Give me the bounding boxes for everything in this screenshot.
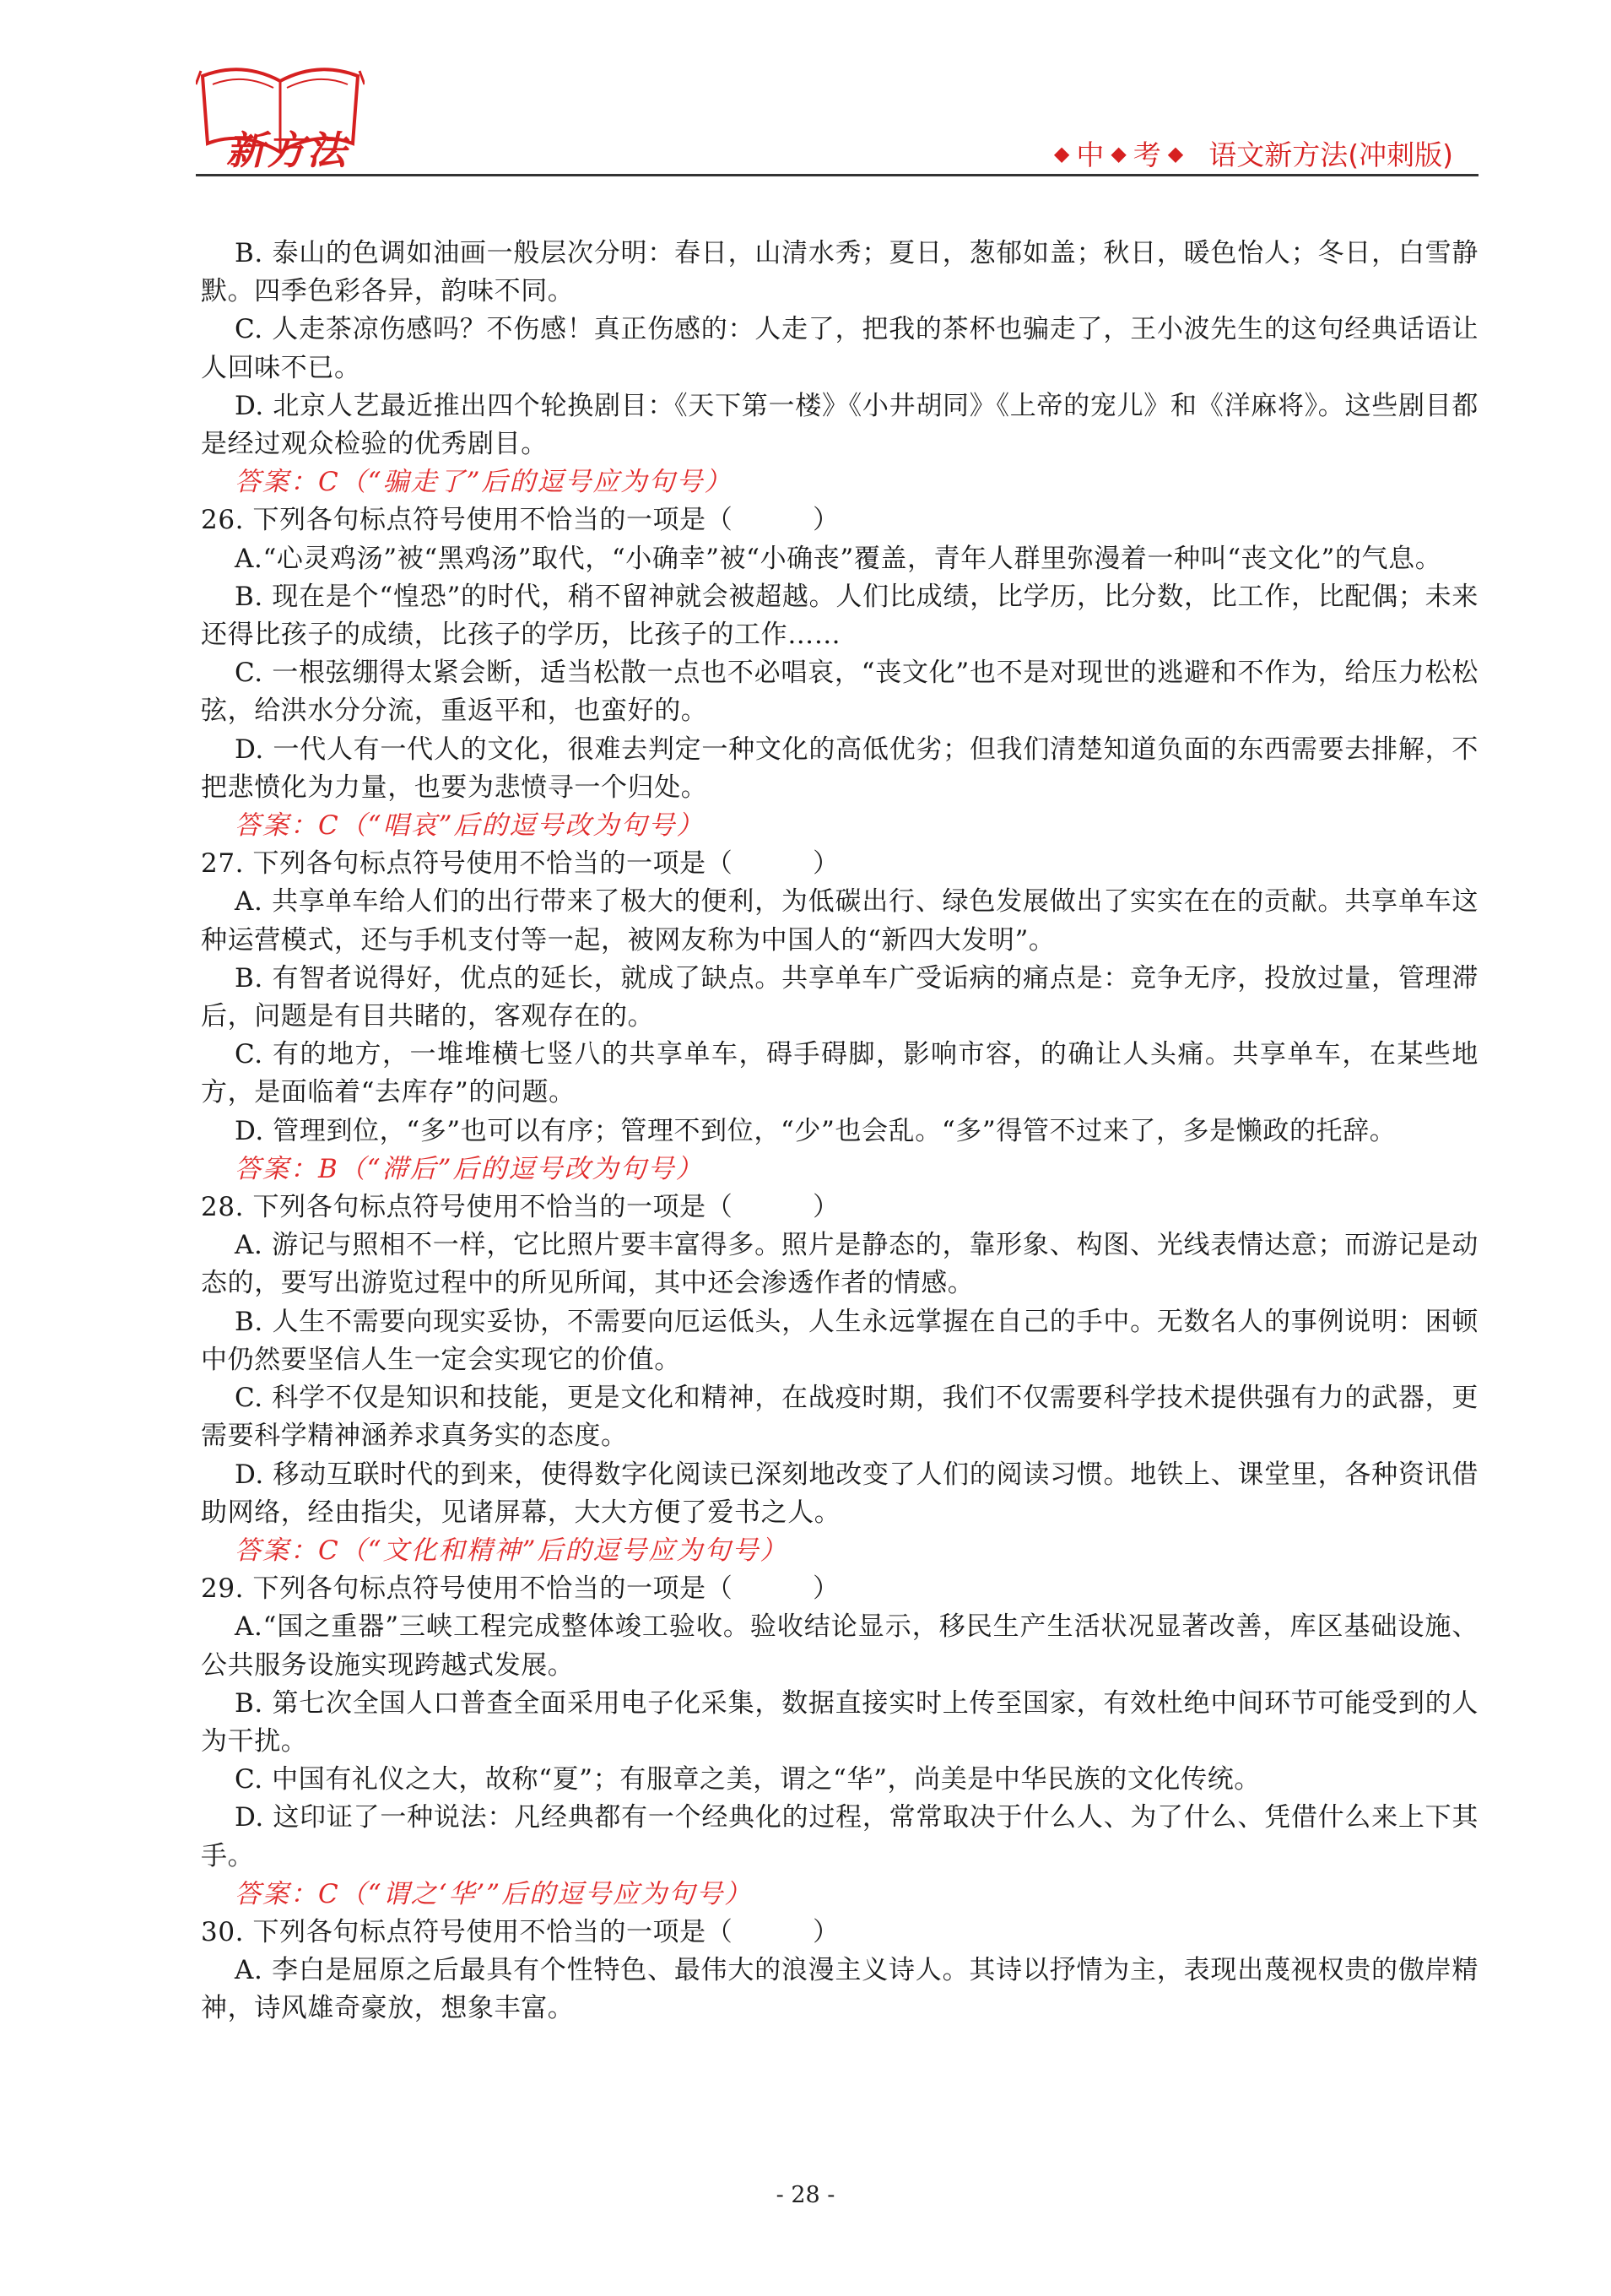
option-b: B. 泰山的色调如油画一般层次分明：春日，山清水秀；夏日，葱郁如盖；秋日，暖色怡人；冬日，白雪静默。四季色彩各异，韵味不同。: [201, 238, 1479, 307]
question-28: 28. 下列各句标点符号使用不恰当的一项是（ ）: [201, 1192, 840, 1223]
option-a: A. 游记与照相不一样，它比照片要丰富得多。照片是静态的，靠形象、构图、光线表情达意；而游记是动态的，要写出游览过程中的所见所闻，其中还会渗透作者的情感。: [201, 1230, 1479, 1299]
question-29: 29. 下列各句标点符号使用不恰当的一项是（ ）: [201, 1573, 840, 1605]
question-30: 30. 下列各句标点符号使用不恰当的一项是（ ）: [201, 1916, 840, 1947]
page-header: [196, 59, 1479, 179]
logo-text: 新方法: [226, 127, 348, 173]
answer-line: 答案：C（“谓之‘华’”后的逗号应为句号）: [235, 1878, 753, 1909]
answer-line: 答案：C（“唱哀”后的逗号改为句号）: [235, 810, 705, 842]
answer-line: 答案：C（“文化和精神”后的逗号应为句号）: [235, 1535, 788, 1566]
option-c: C. 人走茶凉伤感吗？不伤感！真正伤感的：人走了，把我的茶杯也骗走了，王小波先生的这句经典话语让人回味不已。: [201, 314, 1479, 383]
option-b: B. 有智者说得好，优点的延长，就成了缺点。共享单车广受诟病的痛点是：竞争无序，投放过量，管理滞后，问题是有目共睹的，客观存在的。: [201, 962, 1479, 1032]
publisher-logo: [196, 59, 365, 173]
option-c: C. 有的地方，一堆堆横七竖八的共享单车，碍手碍脚，影响市容，的确让人头痛。共享单车，在某些地方，是面临着“去库存”的问题。: [201, 1039, 1479, 1108]
option-d: D. 北京人艺最近推出四个轮换剧目：《天下第一楼》《小井胡同》《上帝的宠儿》和《洋麻将》。这些剧目都是经过观众检验的优秀剧目。: [201, 390, 1479, 460]
option-a: A. 共享单车给人们的出行带来了极大的便利，为低碳出行、绿色发展做出了实实在在的贡献。共享单车这种运营模式，还与手机支付等一起，被网友称为中国人的“新四大发明”。: [201, 886, 1479, 956]
option-d: D. 移动互联时代的到来，使得数字化阅读已深刻地改变了人们的阅读习惯。地铁上、课堂里，各种资讯借助网络，经由指尖，见诸屏幕，大大方便了爱书之人。: [201, 1459, 1479, 1528]
answer-line: 答案：C（“骗走了”后的逗号应为句号）: [235, 467, 733, 498]
diamond-icon: ◆: [1111, 141, 1127, 165]
option-a: A. 李白是屈原之后最具有个性特色、最伟大的浪漫主义诗人。其诗以抒情为主，表现出蔑视权贵的傲岸精神，诗风雄奇豪放，想象丰富。: [201, 1955, 1479, 2024]
option-c: C. 科学不仅是知识和技能，更是文化和精神，在战疫时期，我们不仅需要科学技术提供强有力的武器，更需要科学精神涵养求真务实的态度。: [201, 1383, 1479, 1452]
option-a: A.“国之重器”三峡工程完成整体竣工验收。验收结论显示，移民生产生活状况显著改善，库区基础设施、公共服务设施实现跨越式发展。: [201, 1611, 1479, 1681]
option-b: B. 第七次全国人口普查全面采用电子化采集，数据直接实时上传至国家，有效杜绝中间环节可能受到的人为干扰。: [201, 1687, 1479, 1757]
diamond-icon: ◆: [1167, 141, 1184, 165]
series-book-title: 语文新方法(冲刺版): [1208, 138, 1453, 171]
series-level-1: 中: [1076, 138, 1105, 171]
option-b: B. 人生不需要向现实妥协，不需要向厄运低头，人生永远掌握在自己的手中。无数名人的事例说明：困顿中仍然要坚信人生一定会实现它的价值。: [201, 1306, 1479, 1375]
series-title: [1054, 133, 1453, 173]
page-number: - 28 -: [776, 2182, 835, 2208]
question-26: 26. 下列各句标点符号使用不恰当的一项是（ ）: [201, 505, 840, 536]
document-body: [201, 235, 1479, 2028]
option-a: A.“心灵鸡汤”被“黑鸡汤”取代，“小确幸”被“小确丧”覆盖，青年人群里弥漫着一种叫“丧文化”的气息。: [235, 543, 1442, 574]
option-d: D. 这印证了一种说法：凡经典都有一个经典化的过程，常常取决于什么人、为了什么、凭借什么来上下其手。: [201, 1802, 1479, 1871]
option-c: C. 中国有礼仪之大，故称“夏”；有服章之美，谓之“华”，尚美是中华民族的文化传统。: [235, 1764, 1261, 1795]
option-d: D. 管理到位，“多”也可以有序；管理不到位，“少”也会乱。“多”得管不过来了，多是懒政的托辞。: [235, 1115, 1397, 1146]
option-b: B. 现在是个“惶恐”的时代，稍不留神就会被超越。人们比成绩，比学历，比分数，比工作，比配偶；未来还得比孩子的成绩，比孩子的学历，比孩子的工作……: [201, 581, 1479, 651]
series-level-2: 考: [1133, 138, 1161, 171]
option-d: D. 一代人有一代人的文化，很难去判定一种文化的高低优劣；但我们清楚知道负面的东西需要去排解，不把悲愤化为力量，也要为悲愤寻一个归处。: [201, 734, 1479, 803]
header-rule: [196, 174, 1479, 176]
question-27: 27. 下列各句标点符号使用不恰当的一项是（ ）: [201, 848, 840, 880]
diamond-icon: ◆: [1053, 141, 1070, 165]
option-c: C. 一根弦绷得太紧会断，适当松散一点也不必唱哀，“丧文化”也不是对现世的逃避和不作为，给压力松松弦，给洪水分分流，重返平和，也蛮好的。: [201, 658, 1479, 727]
answer-line: 答案：B（“滞后”后的逗号改为句号）: [235, 1153, 704, 1184]
